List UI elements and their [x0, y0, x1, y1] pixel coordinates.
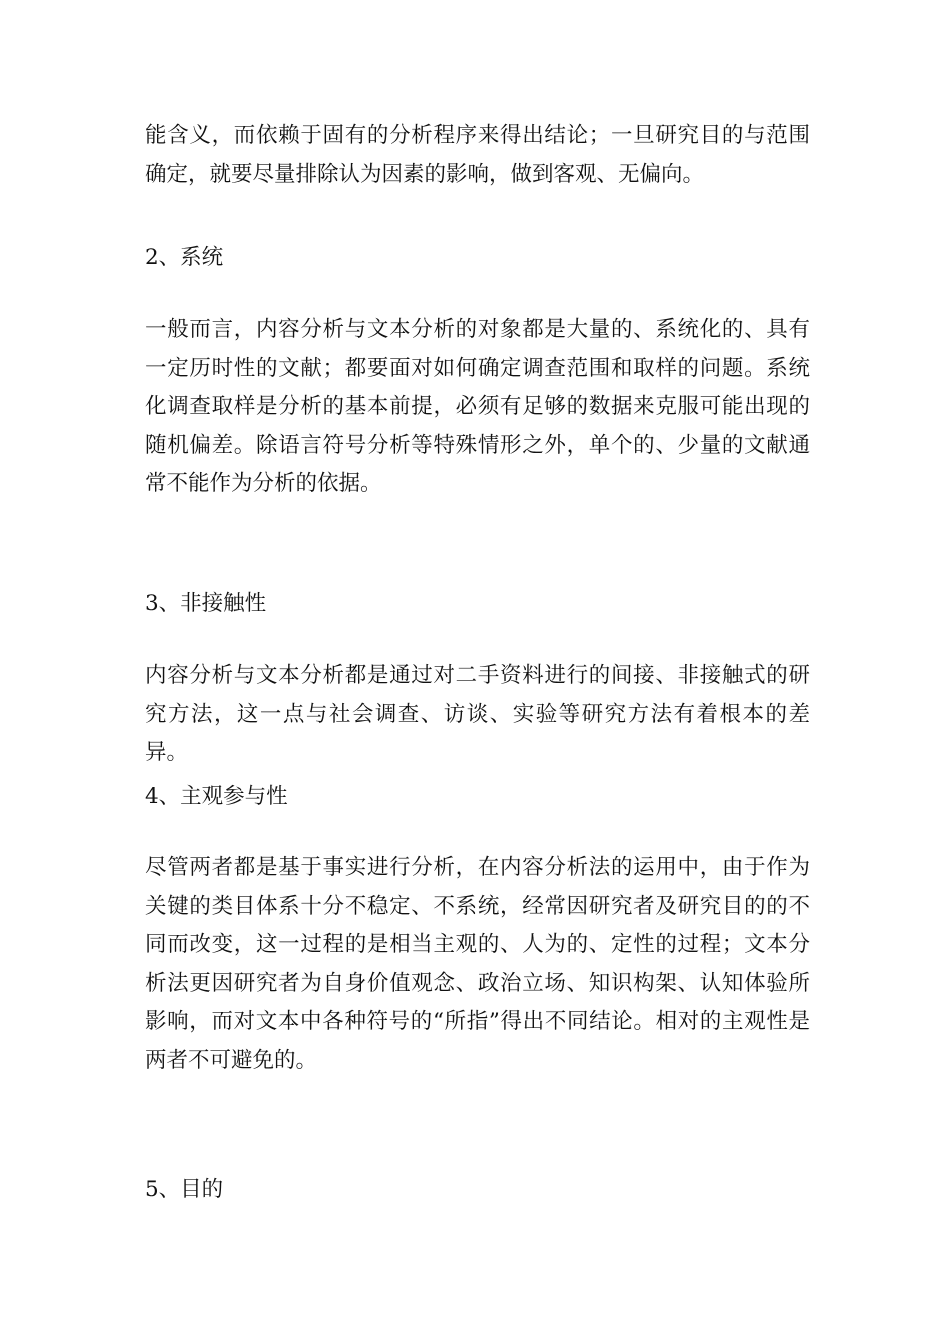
section-heading-2: 2、系统 — [145, 245, 224, 270]
paragraph-subjectivity: 尽管两者都是基于事实进行分析，在内容分析法的运用中，由于作为关键的类目体系十分不稳定、不系统，经常因研究者及研究目的的不同而改变，这一过程的是相当主观的、人为的、定性的过程；文本分析法更因研究者为自身价值观念、政治立场、知识构架、认知体验所影响，而对文本中各种符号的“所指”得出不同结论。相对的主观性是两者不可避免的。 — [145, 855, 810, 1073]
section-heading-5: 5、目的 — [145, 1177, 224, 1202]
paragraph-system: 一般而言，内容分析与文本分析的对象都是大量的、系统化的、具有一定历时性的文献；都要面对如何确定调查范围和取样的问题。系统化调查取样是分析的基本前提，必须有足够的数据来克服可能出现的随机偏差。除语言符号分析等特殊情形之外，单个的、少量的文献通常不能作为分析的依据。 — [145, 317, 810, 496]
paragraph-non-contact: 内容分析与文本分析都是通过对二手资料进行的间接、非接触式的研究方法，这一点与社会调查、访谈、实验等研究方法有着根本的差异。 — [145, 663, 810, 765]
section-heading-3: 3、非接触性 — [145, 591, 267, 616]
section-heading-4: 4、主观参与性 — [145, 784, 288, 809]
paragraph-intro: 能含义，而依赖于固有的分析程序来得出结论；一旦研究目的与范围确定，就要尽量排除认为因素的影响，做到客观、无偏向。 — [145, 123, 810, 187]
